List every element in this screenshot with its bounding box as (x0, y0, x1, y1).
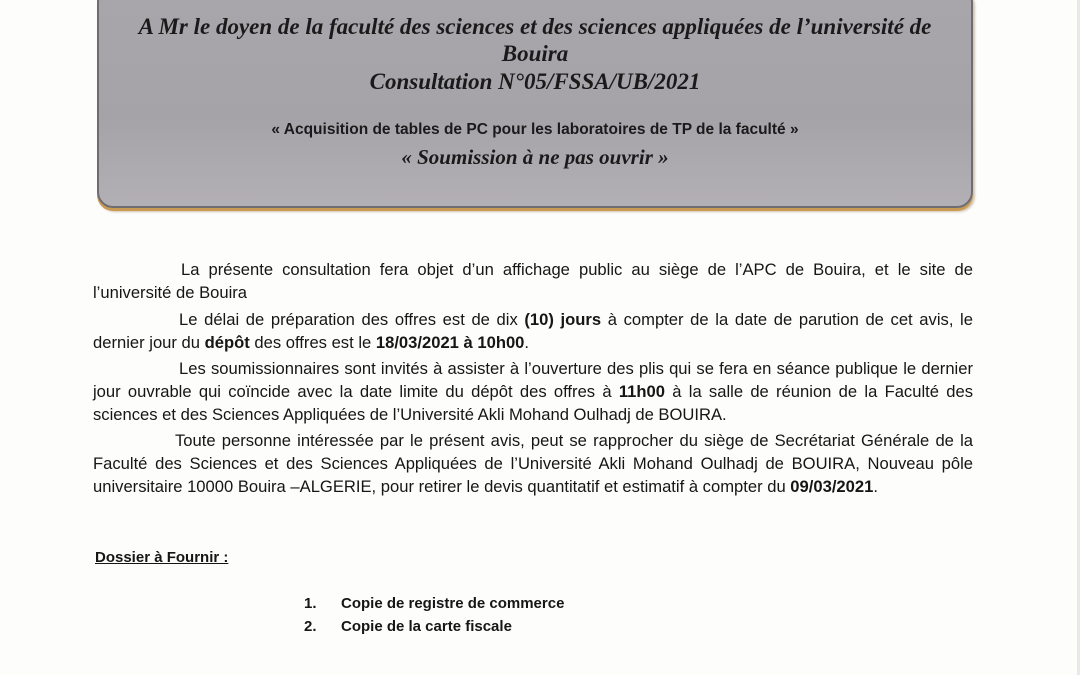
list-item-number: 1. (304, 595, 317, 612)
submission-notice: « Soumission à ne pas ouvrir » (401, 145, 669, 169)
deadline-text-1: Le délai de préparation des offres est de dix (179, 310, 525, 329)
opening-time: 11h00 (618, 382, 665, 401)
deadline-text-3: des offres est le (249, 333, 376, 352)
paragraph-deadline (93, 308, 973, 354)
consultation-object: « Acquisition de tables de PC pour les laboratoires de TP de la faculté » (271, 121, 799, 138)
deadline-date: 18/03/2021 à 10h00 (375, 333, 525, 352)
paragraph-contact (93, 429, 973, 498)
addressee-line-2: Bouira (501, 41, 569, 66)
dossier-title: Dossier à Fournir : (95, 549, 229, 566)
opening-text-2: à la salle de réunion de la Faculté des sciences et des Sciences Appliquées de l’Université Akli Mohand Oulhadj de BOUIRA. (93, 382, 974, 424)
header-box (97, 0, 973, 208)
addressee-line-1: A Mr le doyen de la faculté des sciences et des sciences appliquées de l’université de (138, 14, 932, 39)
deadline-duration: (10) jours (524, 310, 602, 329)
paragraph-opening-session (93, 357, 973, 426)
contact-text-1: Toute personne intéressée par le présent avis, peut se rapprocher du siège de Secrétariat Générale de la Faculté des Sciences et des Sciences Appliquées de l’Université Akli Mohand Oulhadj de BOUIRA, Nouveau pôle universitaire 10000 Bouira –ALGERIE, pour retirer le devis quantitatif et estimatif à compter du (93, 431, 973, 496)
list-item (304, 592, 564, 615)
list-item-text: Copie de registre de commerce (341, 595, 565, 612)
opening-text-1: Les soumissionnaires sont invités à assister à l’ouverture des plis qui se fera en séance publique le dernier jour ouvrable qui coïncide avec la date limite du dépôt des offres à (93, 359, 973, 401)
contact-date: 09/03/2021 (790, 477, 874, 496)
deadline-text-2: à compter de la date de parution de cet avis, le dernier jour du (93, 310, 973, 352)
list-item (304, 615, 564, 638)
deadline-text-4: . (524, 333, 530, 352)
contact-text-2: . (873, 477, 878, 496)
dossier-list (304, 592, 564, 638)
list-item-number: 2. (304, 618, 317, 635)
paragraph-public-posting: La présente consultation fera objet d’un affichage public au siège de l’APC de Bouira, et le site de l’université de Bouira (93, 260, 973, 302)
consultation-number: Consultation N°05/FSSA/UB/2021 (369, 69, 701, 94)
list-item-text: Copie de la carte fiscale (341, 618, 512, 635)
deadline-deposit-word: dépôt (204, 333, 250, 352)
